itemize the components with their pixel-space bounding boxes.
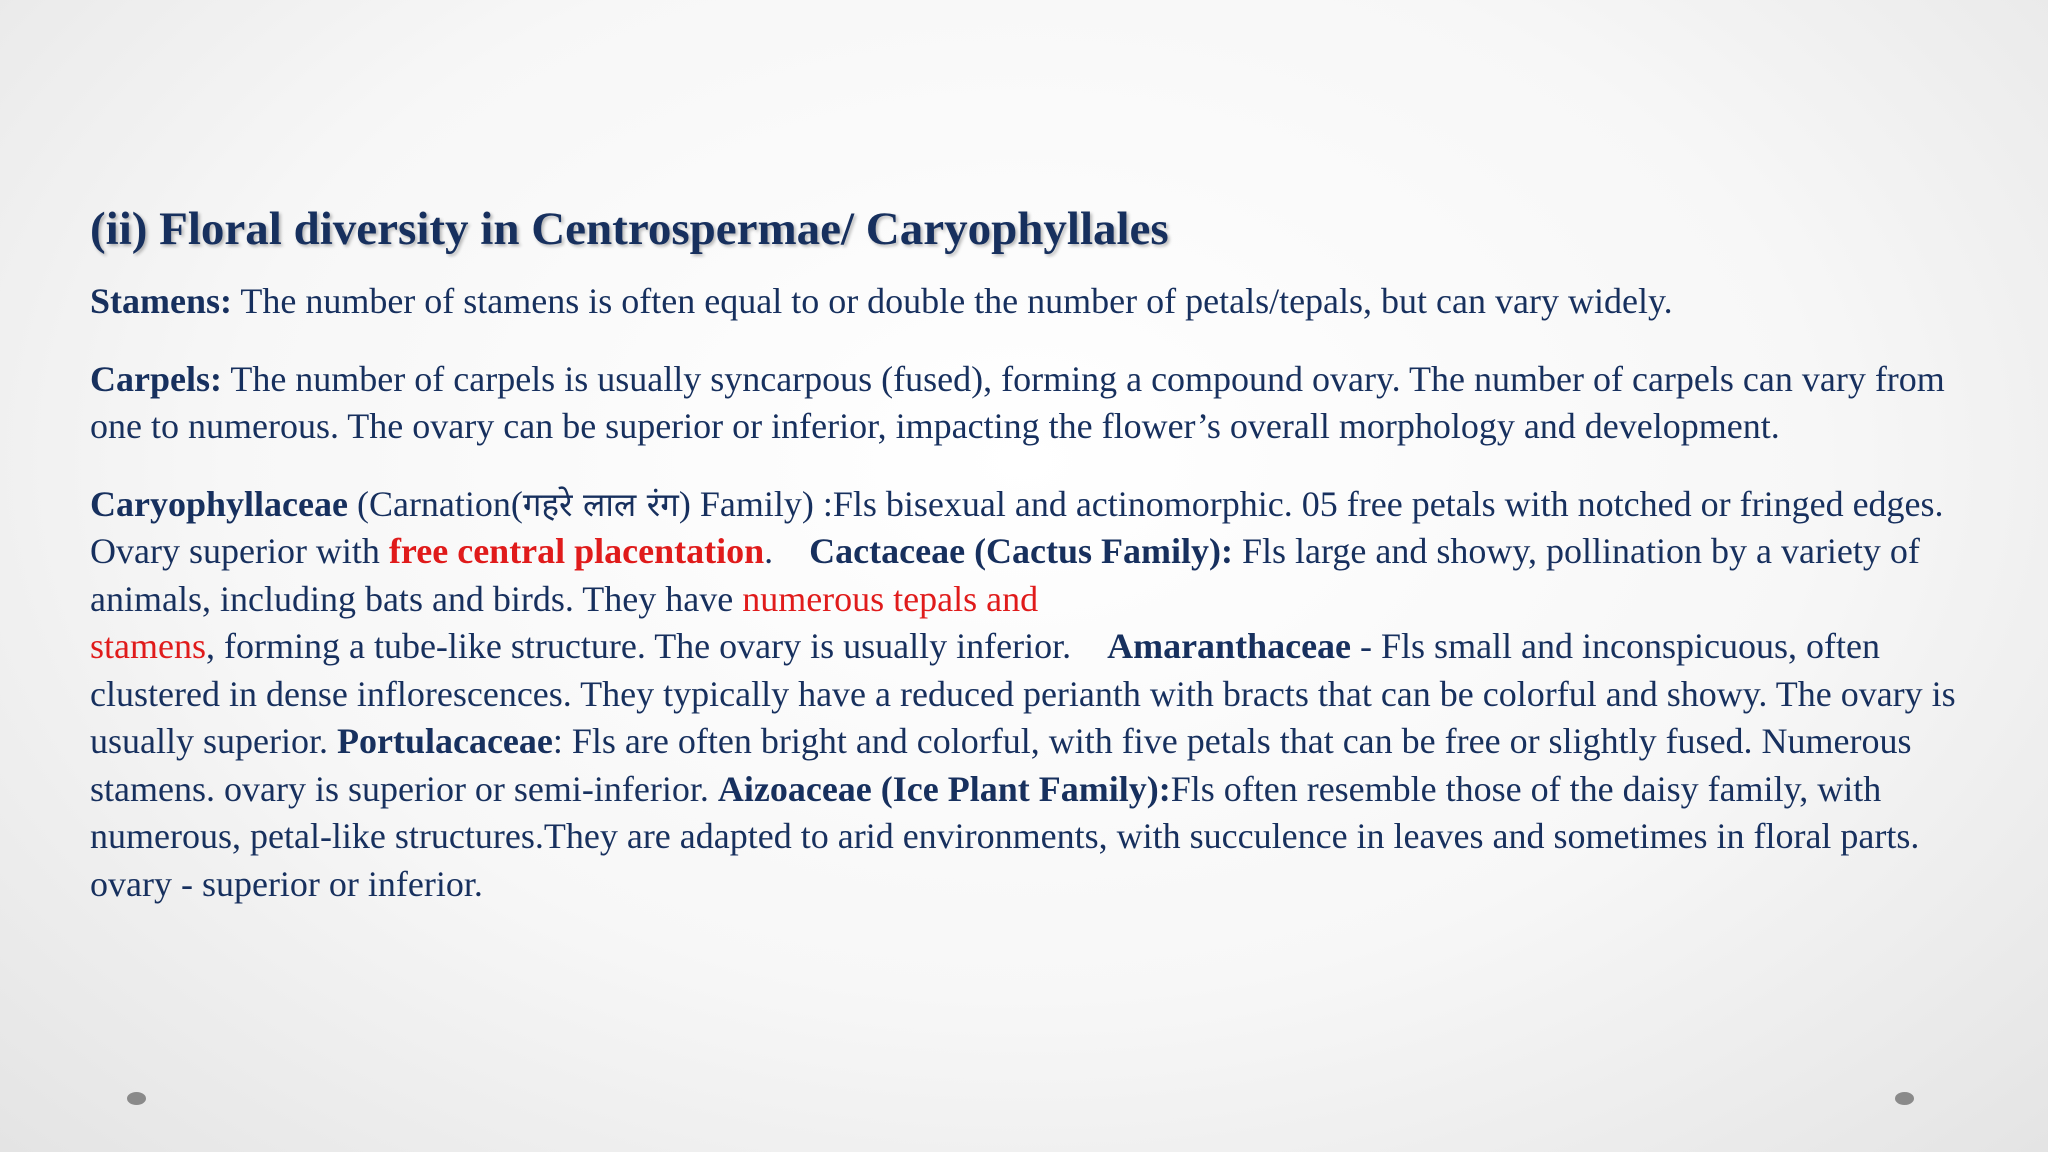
cactaceae-label: Cactaceae (Cactus Family): — [809, 531, 1234, 571]
cactaceae-end: , forming a tube-like structure. The ovary is usually inferior. — [205, 626, 1108, 666]
aizoaceae-text: Fls often resemble those of the daisy family, with numerous, petal-like structures.They are adapted to arid environments, with succulence in leaves and sometimes in floral parts. ovary - superior or inferior. — [90, 768, 1920, 904]
caryophyllaceae-label: Caryophyllaceae — [90, 483, 348, 524]
slide-body — [90, 278, 1980, 908]
decorative-dot-left — [127, 1092, 146, 1105]
stamens-label: Stamens: — [90, 281, 232, 321]
stamens-text: The number of stamens is often equal to or double the number of petals/tepals, but can vary widely. — [232, 281, 1673, 321]
carpels-paragraph — [90, 356, 1980, 451]
slide-title: (ii) Floral diversity in Centrospermae/ Caryophyllales — [90, 203, 1169, 255]
caryophyllaceae-highlight: free central placentation — [388, 531, 765, 571]
amaranthaceae-text: - Fls small and inconspicuous, often clustered in dense inflorescences. They typically have a reduced perianth with bracts that can be colorful and showy. The ovary is usually superior. — [90, 626, 1956, 761]
portulacaceae-label: Portulacaceae — [336, 721, 553, 761]
families-paragraph — [90, 481, 1980, 909]
decorative-dot-right — [1895, 1092, 1914, 1105]
amaranthaceae-label: Amaranthaceae — [1107, 626, 1352, 666]
carpels-label: Carpels: — [90, 358, 222, 399]
caryophyllaceae-text: ) Family) :Fls bisexual and actinomorphic. 05 free petals with notched or fringed edges. Ovary superior with — [90, 483, 1944, 571]
caryophyllaceae-end: . — [764, 531, 810, 571]
caryophyllaceae-pre: (Carnation( — [347, 483, 523, 524]
carpels-text: The number of carpels is usually syncarpous (fused), forming a compound ovary. The number of carpels can vary from one to numerous. The ovary can be superior or inferior, impacting the flower’s overall morphology and development. — [90, 358, 1945, 446]
caryophyllaceae-hindi: गहरे लाल रंग — [522, 484, 679, 524]
aizoaceae-label: Aizoaceae (Ice Plant Family): — [717, 768, 1171, 809]
portulacaceae-text: : Fls are often bright and colorful, with five petals that can be free or slightly fused. Numerous stamens. ovary is superior or semi-inferior. — [90, 721, 1912, 809]
cactaceae-text: Fls large and showy, pollination by a variety of animals, including bats and birds. They have — [90, 531, 1920, 619]
stamens-paragraph — [90, 278, 1980, 326]
cactaceae-highlight: numerous tepals and stamens — [90, 578, 1039, 666]
